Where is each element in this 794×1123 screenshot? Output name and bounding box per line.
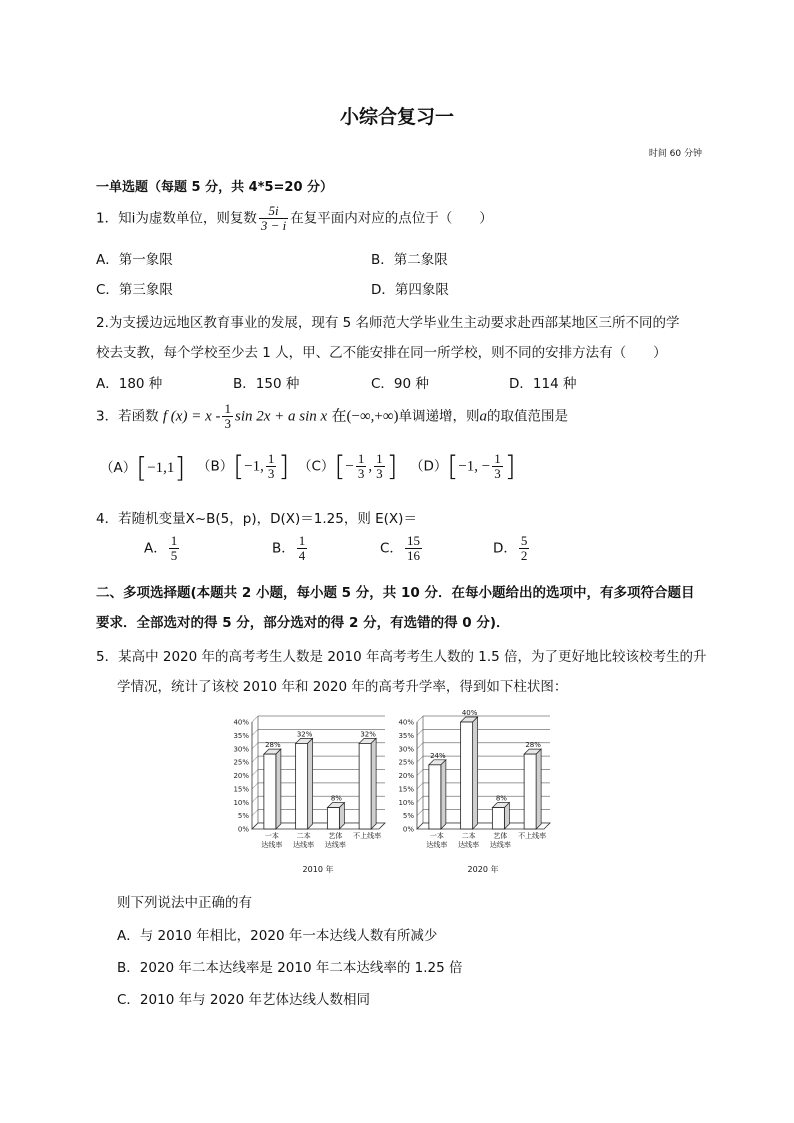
x-tick-label: 不上线率 — [353, 832, 382, 840]
bar-charts — [230, 705, 560, 877]
data-label: 28% — [525, 741, 541, 750]
charts-svg — [230, 705, 560, 877]
bar-side — [276, 749, 281, 829]
q3-interval: 在(−∞,+∞) — [331, 408, 399, 425]
grid-diag — [252, 756, 258, 762]
q3-d-den: 3 — [494, 466, 501, 481]
q3-option-a[interactable]: （A）[−1,1] — [100, 451, 186, 484]
q3-d-left: −1, − — [458, 458, 491, 475]
q4-c-fraction — [405, 534, 422, 563]
grid-diag — [252, 729, 258, 735]
chart-title: 2020 年 — [467, 865, 499, 874]
q5-option-a[interactable]: A．与 2010 年相比，2020 年一本达线人数有所减少 — [117, 928, 438, 944]
grid-diag — [417, 783, 423, 789]
q1-pre: 1．知i为虚数单位，则复数 — [96, 210, 257, 227]
bracket-open-icon: [ — [334, 449, 346, 483]
q3-d-num: 1 — [494, 451, 501, 466]
q3-c-left: − — [345, 458, 354, 475]
q4-c-label: C． — [380, 540, 403, 557]
bar-side — [536, 749, 541, 829]
q4-b-num: 1 — [298, 533, 306, 548]
q4-d-fraction — [519, 534, 530, 563]
y-tick-label: 35% — [233, 731, 249, 740]
x-tick-label: 二本 — [296, 832, 311, 840]
x-tick-label: 一本 — [264, 832, 279, 840]
q3-c-fraction — [374, 452, 385, 481]
chart-title: 2010 年 — [302, 865, 334, 874]
q1-post: 在复平面内对应的点位于（ ） — [290, 210, 493, 227]
q3-b-num: 1 — [267, 451, 275, 466]
y-tick-label: 25% — [398, 758, 414, 767]
bar — [264, 754, 276, 829]
q5-option-b[interactable]: B．2020 年二本达线率是 2010 年二本达线率的 1.25 倍 — [117, 960, 463, 976]
q3-function-rhs: sin 2x + a sin x — [234, 408, 328, 425]
q2-line2: 校去支教，每个学校至少去 1 人，甲、乙不能安排在同一所学校，则不同的安排方法有（ ） — [96, 345, 667, 361]
grid-diag — [417, 796, 423, 802]
q3-option-b-label: （B） — [197, 458, 234, 475]
q3-option-a-label: （A） — [100, 460, 137, 476]
bar-side — [441, 760, 446, 829]
x-tick-label: 达线率 — [426, 841, 448, 849]
q3-c-num: 1 — [376, 451, 383, 466]
y-tick-label: 5% — [402, 812, 414, 821]
bracket-close-icon: ] — [174, 451, 186, 484]
q4-option-b[interactable] — [272, 534, 309, 563]
q3-post2: 的取值范围是 — [487, 408, 569, 425]
q3-post: 单调递增，则 — [398, 408, 480, 425]
section2-heading-line1: 二、多项选择题(本题共 2 小题，每小题 5 分，共 10 分．在每小题给出的选项中，有多项符合题目 — [96, 585, 695, 601]
q4-option-c[interactable] — [380, 534, 424, 563]
q3-option-c[interactable] — [298, 449, 398, 483]
grid-diag — [252, 716, 258, 722]
q4-c-num: 15 — [406, 533, 420, 548]
question-3 — [96, 402, 568, 431]
q3-b-fraction — [266, 452, 277, 481]
x-tick-label: 不上线率 — [518, 832, 547, 840]
x-tick-label: 艺体 — [493, 832, 508, 840]
q1-option-c[interactable]: C．第三象限 — [96, 282, 173, 298]
q3-a-left: −1 — [147, 460, 164, 476]
y-tick-label: 30% — [233, 745, 249, 754]
x-tick-label: 达线率 — [489, 841, 511, 849]
question-1 — [96, 204, 493, 233]
q3-c-den: 3 — [376, 466, 383, 481]
q3-c-lfraction — [356, 452, 367, 481]
bar-side — [339, 803, 344, 829]
q4-c-den: 16 — [406, 548, 420, 563]
bracket-close-icon: ] — [278, 449, 290, 483]
bracket-close-icon: ] — [386, 449, 398, 483]
bar — [296, 743, 308, 829]
y-tick-label: 15% — [398, 785, 414, 794]
x-tick-label: 达线率 — [458, 841, 480, 849]
bar — [492, 808, 504, 829]
grid-diag — [417, 743, 423, 749]
bar — [524, 754, 536, 829]
q4-d-den: 2 — [520, 548, 528, 563]
grid-diag — [252, 770, 258, 776]
q4-b-fraction — [297, 534, 308, 563]
grid-diag — [252, 743, 258, 749]
q1-option-b[interactable]: B．第二象限 — [371, 252, 448, 268]
q4-a-den: 5 — [170, 548, 178, 563]
x-tick-label: 达线率 — [261, 841, 283, 849]
q4-option-d[interactable] — [493, 534, 531, 563]
data-label: 32% — [296, 730, 313, 739]
data-label: 28% — [265, 741, 281, 750]
q3-option-d[interactable] — [410, 449, 516, 483]
q2-line1: 2.为支援边远地区教育事业的发展，现有 5 名师范大学毕业生主动要求赴西部某地区三所不同的学 — [96, 315, 680, 331]
data-label: 32% — [360, 730, 376, 739]
q5-line1: 5．某高中 2020 年的高考考生人数是 2010 年高考考生人数的 1.5 倍，为了更好地比较该校考生的升 — [96, 649, 707, 665]
q3-pre: 3．若函数 — [96, 408, 159, 425]
page-title: 小综合复习一 — [339, 106, 454, 128]
q2-option-d[interactable]: D．114 种 — [509, 376, 577, 392]
grid-diag — [252, 796, 258, 802]
x-tick-label: 达线率 — [293, 841, 315, 849]
y-tick-label: 5% — [237, 812, 249, 821]
bracket-open-icon: [ — [233, 449, 245, 483]
bracket-close-icon: ] — [504, 449, 516, 483]
y-tick-label: 20% — [233, 772, 249, 780]
q4-text: 4．若随机变量X~B(5，p)，D(X)＝1.25，则 E(X)＝ — [96, 511, 417, 527]
bar — [461, 722, 473, 829]
q3-a-right: 1 — [166, 460, 175, 476]
q3-b-left: −1, — [244, 458, 264, 475]
y-tick-label: 35% — [398, 731, 414, 740]
bar — [429, 765, 441, 829]
q3-frac-num: 1 — [224, 401, 231, 416]
q3-d-fraction — [492, 452, 503, 481]
y-tick-label: 10% — [398, 798, 414, 807]
q4-b-label: B． — [272, 540, 295, 557]
q4-a-num: 1 — [170, 533, 178, 548]
x-tick-label: 一本 — [429, 832, 444, 840]
bar — [327, 808, 339, 829]
x-tick-label: 艺体 — [328, 832, 343, 840]
data-label: 8% — [495, 794, 507, 803]
q4-a-label: A． — [144, 540, 167, 557]
y-tick-label: 40% — [398, 718, 414, 727]
section2-heading-line2: 要求．全部选对的得 5 分，部分选对的得 2 分，有选错的得 0 分)． — [96, 615, 510, 631]
q2-option-b[interactable]: B．150 种 — [233, 376, 300, 392]
q5-line2: 学情况，统计了该校 2010 年和 2020 年的高考升学率，得到如下柱状图： — [117, 679, 568, 695]
q4-d-num: 5 — [520, 533, 528, 548]
grid-diag — [417, 810, 423, 816]
y-tick-label: 40% — [233, 718, 249, 727]
y-tick-label: 30% — [398, 745, 414, 754]
q5-prompt: 则下列说法中正确的有 — [117, 895, 252, 911]
q1-option-a[interactable]: A．第一象限 — [96, 252, 173, 268]
grid-diag — [417, 756, 423, 762]
q4-d-label: D． — [493, 540, 517, 557]
time-note: 时间 60 分钟 — [648, 149, 702, 159]
q3-option-d-label: （D） — [410, 458, 448, 475]
bar-side — [473, 717, 478, 829]
q4-a-fraction — [169, 534, 180, 563]
bracket-open-icon: [ — [447, 449, 459, 483]
y-tick-label: 25% — [233, 758, 249, 767]
q1-frac-den: 3 − i — [260, 218, 287, 233]
data-label: 24% — [430, 751, 446, 760]
y-tick-label: 10% — [233, 798, 249, 807]
grid-diag — [417, 716, 423, 722]
q3-function-fraction — [222, 402, 233, 431]
y-tick-label: 15% — [233, 785, 249, 794]
grid-diag — [417, 729, 423, 735]
q4-option-a[interactable] — [144, 534, 181, 563]
bar — [359, 743, 371, 829]
q3-option-c-label: （C） — [298, 458, 335, 475]
q3-c-mid: , — [368, 458, 373, 475]
q3-frac-den: 3 — [224, 416, 231, 431]
bar-side — [308, 738, 313, 829]
q1-option-d[interactable]: D．第四象限 — [371, 282, 449, 298]
q3-var: a — [479, 408, 488, 425]
section1-heading: 一单选题（每题 5 分，共 4*5=20 分） — [96, 180, 334, 195]
q3-c-lden: 3 — [357, 466, 365, 481]
q2-option-c[interactable]: C．90 种 — [371, 376, 429, 392]
data-label: 8% — [330, 794, 342, 803]
grid-diag — [252, 783, 258, 789]
q3-function-lhs: f (x) = x - — [162, 408, 221, 425]
y-tick-label: 0% — [402, 825, 414, 834]
q1-frac-num: 5i — [259, 204, 288, 219]
q3-c-lnum: 1 — [357, 451, 365, 466]
grid-diag — [252, 810, 258, 816]
bar-side — [504, 803, 509, 829]
grid-diag — [417, 770, 423, 776]
y-tick-label: 0% — [237, 825, 249, 834]
x-tick-label: 二本 — [461, 832, 476, 840]
q3-option-b[interactable] — [197, 449, 290, 483]
q5-option-c[interactable]: C．2010 年与 2020 年艺体达线人数相同 — [117, 992, 371, 1008]
q2-option-a[interactable]: A．180 种 — [96, 376, 163, 392]
y-tick-label: 20% — [398, 772, 414, 780]
q4-b-den: 4 — [298, 548, 306, 563]
x-tick-label: 达线率 — [324, 841, 346, 849]
bracket-open-icon: [ — [136, 451, 148, 484]
bar-side — [371, 738, 376, 829]
data-label: 40% — [461, 709, 478, 717]
q1-fraction — [259, 204, 288, 233]
q3-b-den: 3 — [267, 466, 275, 481]
